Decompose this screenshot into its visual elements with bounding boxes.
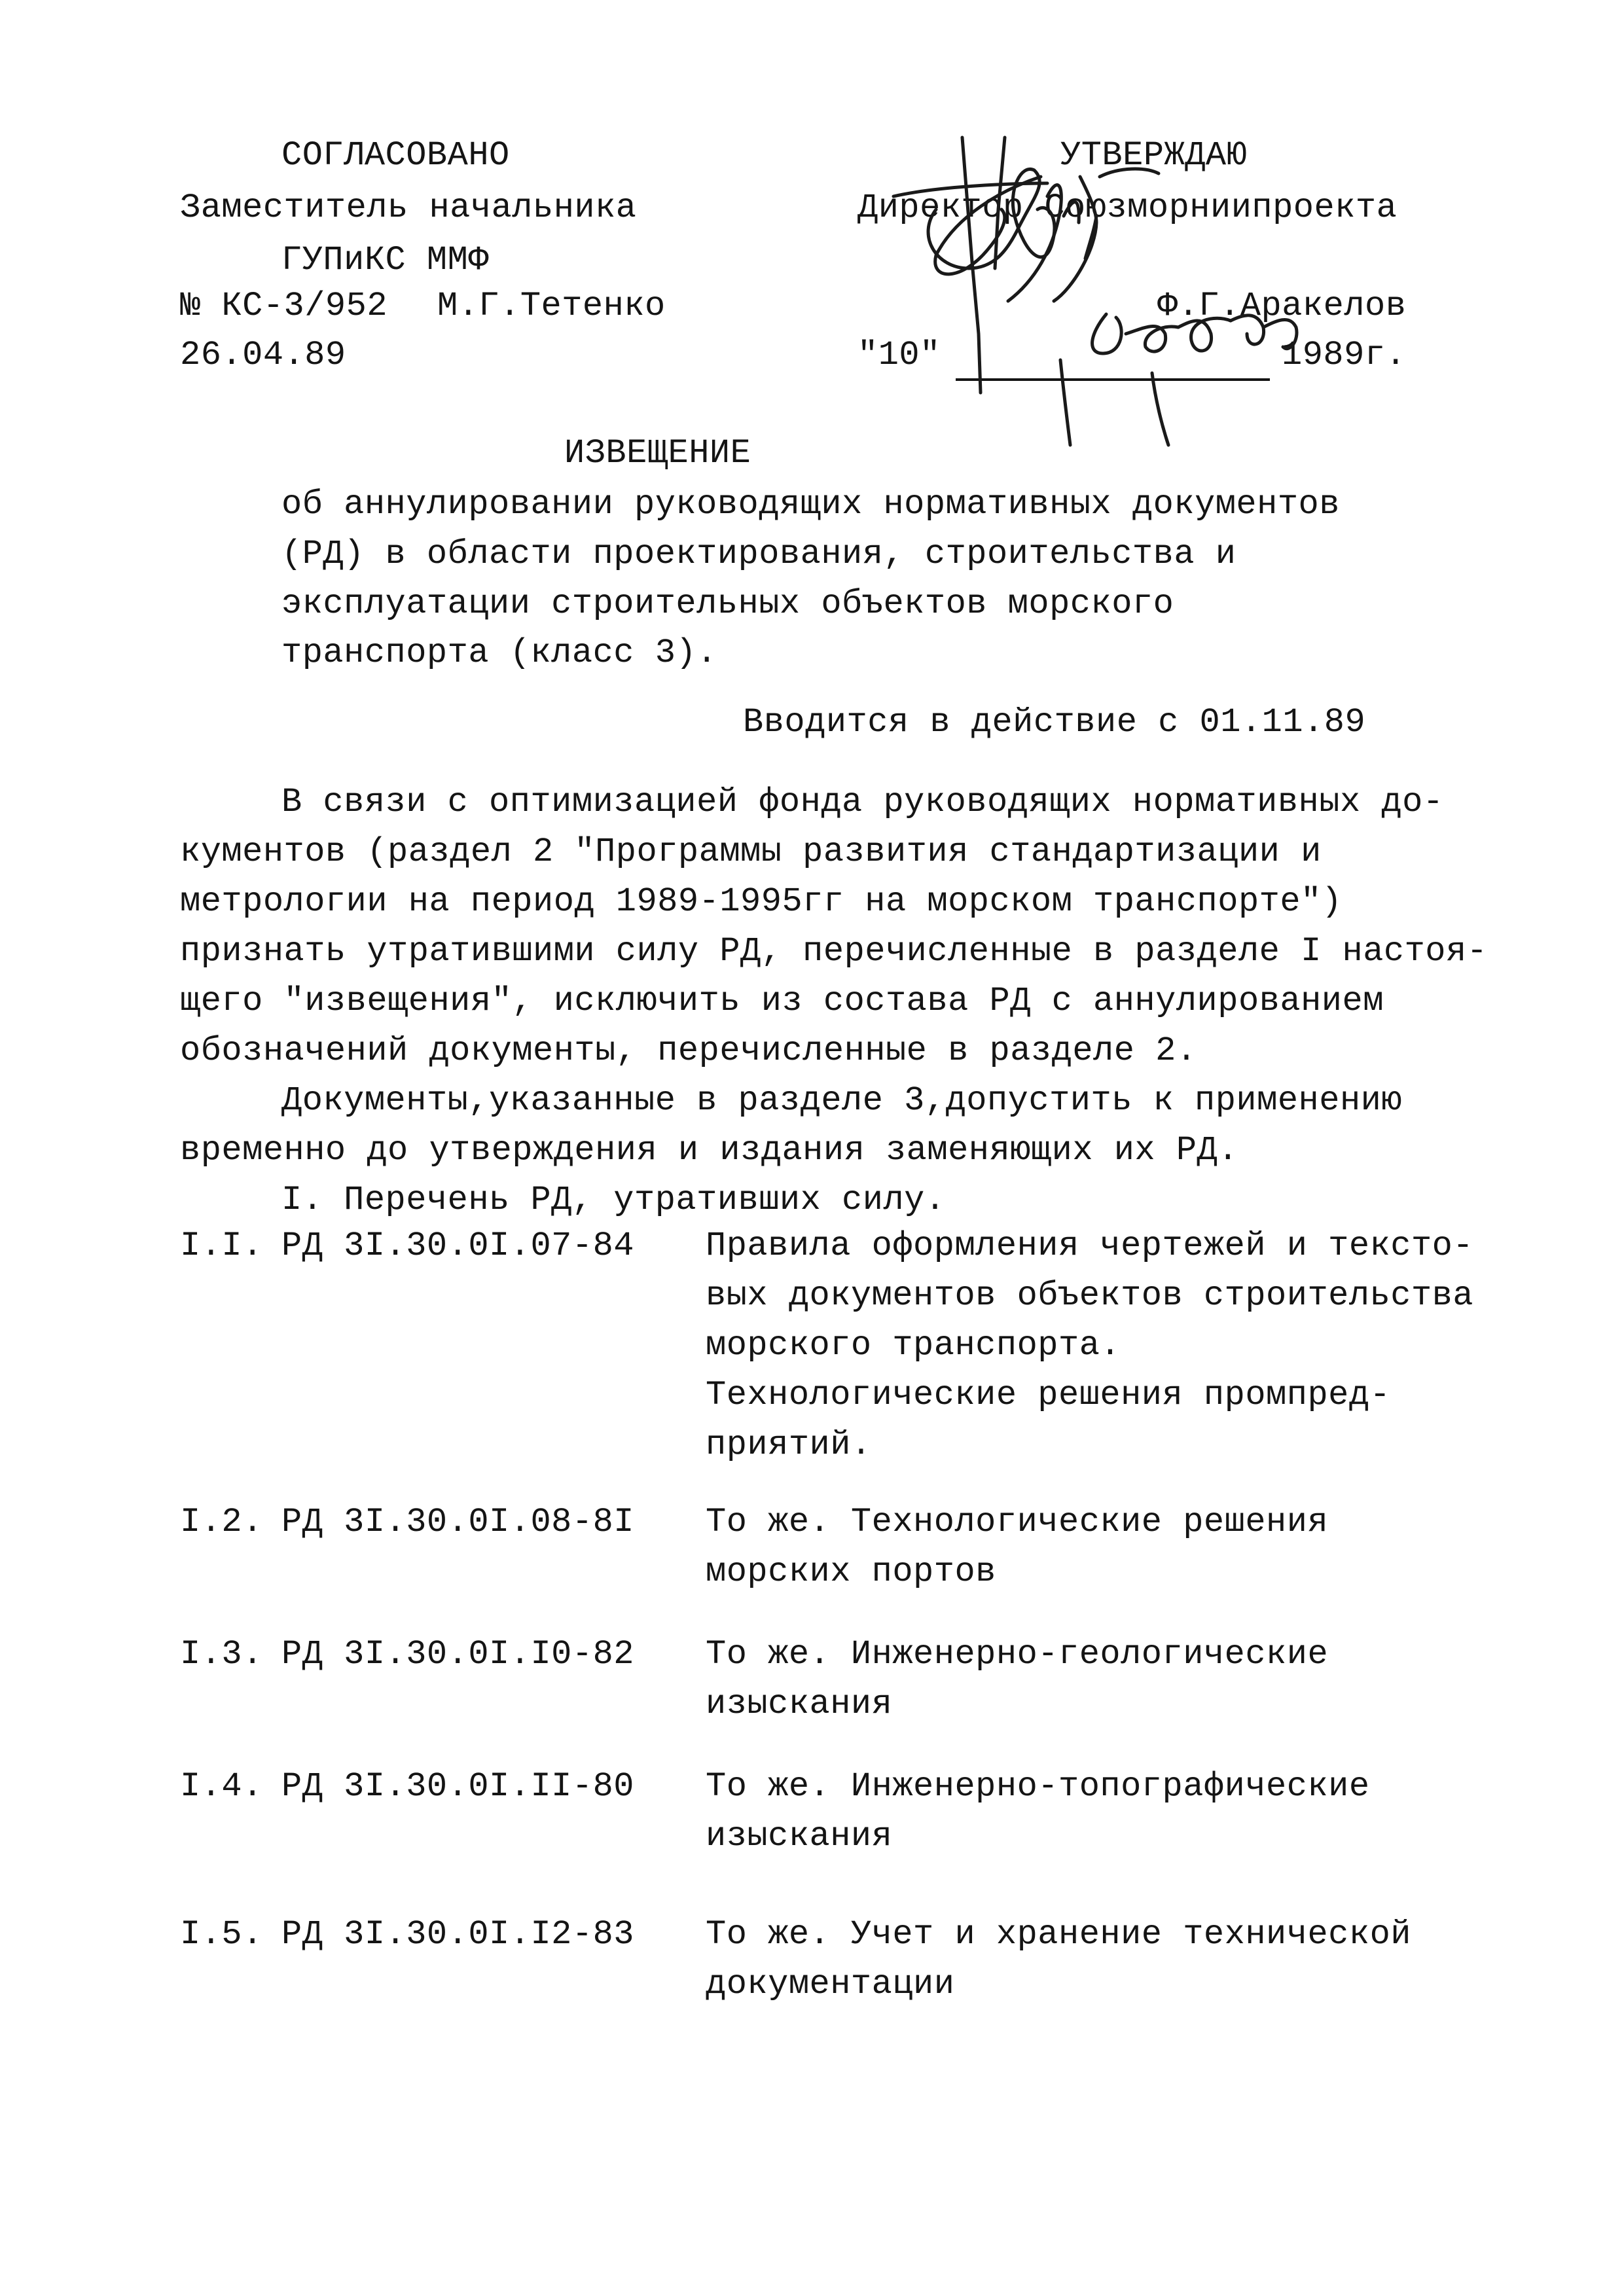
approval-left-title: СОГЛАСОВАНО (281, 136, 510, 175)
item-code: РД 3I.30.0I.I2-83 (281, 1915, 634, 1954)
notice-subtitle-line-2: (РД) в области проектирования, строительства и (281, 535, 1236, 573)
item-code: РД 3I.30.0I.II-80 (281, 1767, 634, 1806)
notice-subtitle-line-4: транспорта (класс 3). (281, 634, 717, 672)
body-para1-line-1: В связи с оптимизацией фонда руководящих нормативных до- (281, 783, 1444, 821)
approval-left-position: Заместитель начальника (180, 188, 637, 227)
approval-left-ref-no: № КС-3/952 (180, 287, 388, 325)
notice-title: ИЗВЕЩЕНИЕ (564, 434, 751, 473)
item-desc-line: Технологические решения промпред- (706, 1376, 1391, 1414)
body-para1-line-5: щего "извещения", исключить из состава РД с аннулированием (180, 982, 1384, 1020)
item-number: I.5. (180, 1915, 263, 1954)
item-desc-line: морского транспорта. (706, 1326, 1121, 1365)
item-code: РД 3I.30.0I.I0-82 (281, 1635, 634, 1674)
item-desc-line: морских портов (706, 1552, 996, 1591)
item-desc-line: Правила оформления чертежей и тексто- (706, 1227, 1474, 1265)
item-desc-line: То же. Технологические решения (706, 1503, 1329, 1541)
approval-left-signatory: М.Г.Тетенко (437, 287, 666, 325)
item-number: I.4. (180, 1767, 263, 1806)
item-desc-line: То же. Инженерно-топографические (706, 1767, 1370, 1806)
notice-subtitle-line-3: эксплуатации строительных объектов морского (281, 584, 1174, 623)
item-desc-line: То же. Инженерно-геологические (706, 1635, 1329, 1674)
item-number: I.2. (180, 1503, 263, 1541)
item-desc-line: приятий. (706, 1426, 872, 1464)
approval-right-date-day: "10" (857, 336, 941, 374)
item-code: РД 3I.30.0I.07-84 (281, 1227, 634, 1265)
item-desc-line: документации (706, 1965, 955, 2003)
section1-title: I. Перечень РД, утративших силу. (281, 1181, 946, 1219)
body-para1-line-3: метрологии на период 1989-1995гг на морском транспорте") (180, 882, 1343, 921)
body-para1-line-6: обозначений документы, перечисленные в разделе 2. (180, 1031, 1197, 1070)
item-desc-line: изыскания (706, 1817, 893, 1856)
item-desc-line: изыскания (706, 1685, 893, 1723)
approval-right-position: Директор Союзморниипроекта (857, 188, 1398, 227)
item-number: I.I. (180, 1227, 263, 1265)
approval-right-signatory: Ф.Г.Аракелов (1157, 287, 1407, 325)
approval-left-org: ГУПиКС ММФ (281, 241, 490, 279)
body-para2-line-1: Документы,указанные в разделе 3,допустить к применению (281, 1081, 1403, 1120)
notice-subtitle-line-1: об аннулировании руководящих нормативных документов (281, 485, 1340, 524)
approval-right-date-year: 1989г. (1282, 336, 1407, 374)
handwritten-signature (838, 118, 1348, 458)
body-para1-line-4: признать утратившими силу РД, перечисленные в разделе I настоя- (180, 932, 1488, 971)
approval-left-date: 26.04.89 (180, 336, 346, 374)
item-number: I.3. (180, 1635, 263, 1674)
item-desc-line: вых документов объектов строительства (706, 1276, 1474, 1315)
body-para2-line-2: временно до утверждения и издания заменяющих их РД. (180, 1131, 1238, 1170)
approval-right-title: УТВЕРЖДАЮ (1060, 136, 1248, 175)
body-para1-line-2: кументов (раздел 2 "Программы развития стандартизации и (180, 833, 1322, 871)
item-desc-line: То же. Учет и хранение технической (706, 1915, 1411, 1954)
item-code: РД 3I.30.0I.08-8I (281, 1503, 634, 1541)
notice-effective-date: Вводится в действие с 01.11.89 (743, 703, 1366, 742)
